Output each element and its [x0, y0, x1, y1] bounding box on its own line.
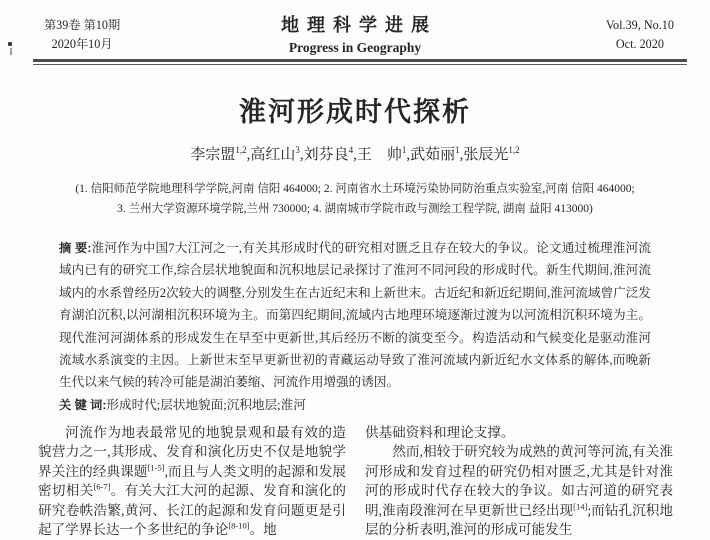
abstract-paragraph	[59, 237, 651, 394]
header-rule-thin	[33, 64, 687, 65]
body-left-column	[38, 423, 346, 539]
journal-name-block	[0, 11, 710, 56]
abstract-label: 摘 要:	[59, 241, 92, 255]
abstract-section	[59, 237, 651, 416]
body-right-column	[365, 423, 673, 539]
journal-date-en: Oct. 2020	[615, 37, 664, 51]
body-paragraph-right-continuation: 供基础资料和理论支撑。	[365, 425, 515, 440]
journal-volume-issue-cn: 第39卷 第10期	[44, 18, 121, 32]
keywords-label: 关 键 词:	[59, 397, 107, 412]
journal-date-cn: 2020年10月	[51, 37, 113, 51]
affiliation-line-1: (1. 信阳师范学院地理科学学院,河南 信阳 464000; 2. 河南省水土环境污染协同防治重点实验室,河南 信阳 464000;	[75, 183, 635, 195]
keywords-text: 形成时代;层状地貌面;沉积地层;淮河	[106, 397, 306, 412]
affiliations	[0, 179, 710, 219]
journal-volume-issue-en: Vol.39, No.10	[605, 18, 674, 32]
journal-name-cn: 地理科学进展	[281, 15, 437, 35]
body-paragraph-left: 河流作为地表最常见的地貌景观和最有效的造貌营力之一,其形成、发育和演化历史不仅是地貌学界关注的经典课题[1-5],而且与人类文明的起源和发展密切相关[6-7]。有关大江大河的起源、发育和演化的研究卷帙浩繁,黄河、长江的起源和发育问题更是引起了学界长达一个多世纪的争论[8-10]。地	[38, 425, 347, 538]
keywords-line	[59, 394, 651, 416]
journal-issue-en-block	[606, 16, 674, 54]
body-paragraph-right: 然而,相较于研究较为成熟的黄河等河流,有关淮河形成和发育过程的研究仍相对匮乏,尤其是针对淮河的形成时代存在较大的争议。如古河道的研究表明,淮南段淮河在早更新世已经出现[14];而钻孔沉积地层的分析表明,淮河的形成可能发生	[365, 444, 673, 538]
abstract-text: 淮河作为中国7大江河之一,有关其形成时代的研究相对匮乏且存在较大的争议。论文通过梳理淮河流域内已有的研究工作,综合层状地貌面和沉积地层记录探讨了淮河不同河段的形成时代。新生代期间,淮河流域内的水系曾经历2次较大的调整,分别发生在古近纪末和上新世末。古近纪和新近纪期间,淮河流域曾广泛发育湖泊沉积,以河湖相沉积环境为主。而第四纪期间,流域内古地理环境逐渐过渡为以河流相沉积环境为主。现代淮河河湖体系的形成发生在早至中更新世,其后经历不断的演变至今。构造活动和气候变化是驱动淮河流域水系演变的主因。上新世末至早更新世初的青藏运动导致了淮河流域内新近纪水文体系的解体,而晚新生代以来气候的转冷可能是湖泊萎缩、河流作用增强的诱因。	[59, 241, 651, 390]
header-rule-thick	[33, 59, 687, 62]
author-list: 李宗盟$^{1,2}$,高红山$^3$,刘芬良$^4$,王 帅$^1$,武茹丽$^1$,张辰光$^{1,2}$	[190, 145, 520, 163]
body-columns	[38, 423, 673, 539]
affiliation-line-2: 3. 兰州大学资源环境学院,兰州 730000; 4. 湖南城市学院市政与测绘工程学院, 湖南 益阳 413000)	[117, 203, 593, 215]
article-title: 淮河形成时代探析	[239, 97, 471, 127]
journal-name-en: Progress in Geography	[288, 40, 422, 55]
